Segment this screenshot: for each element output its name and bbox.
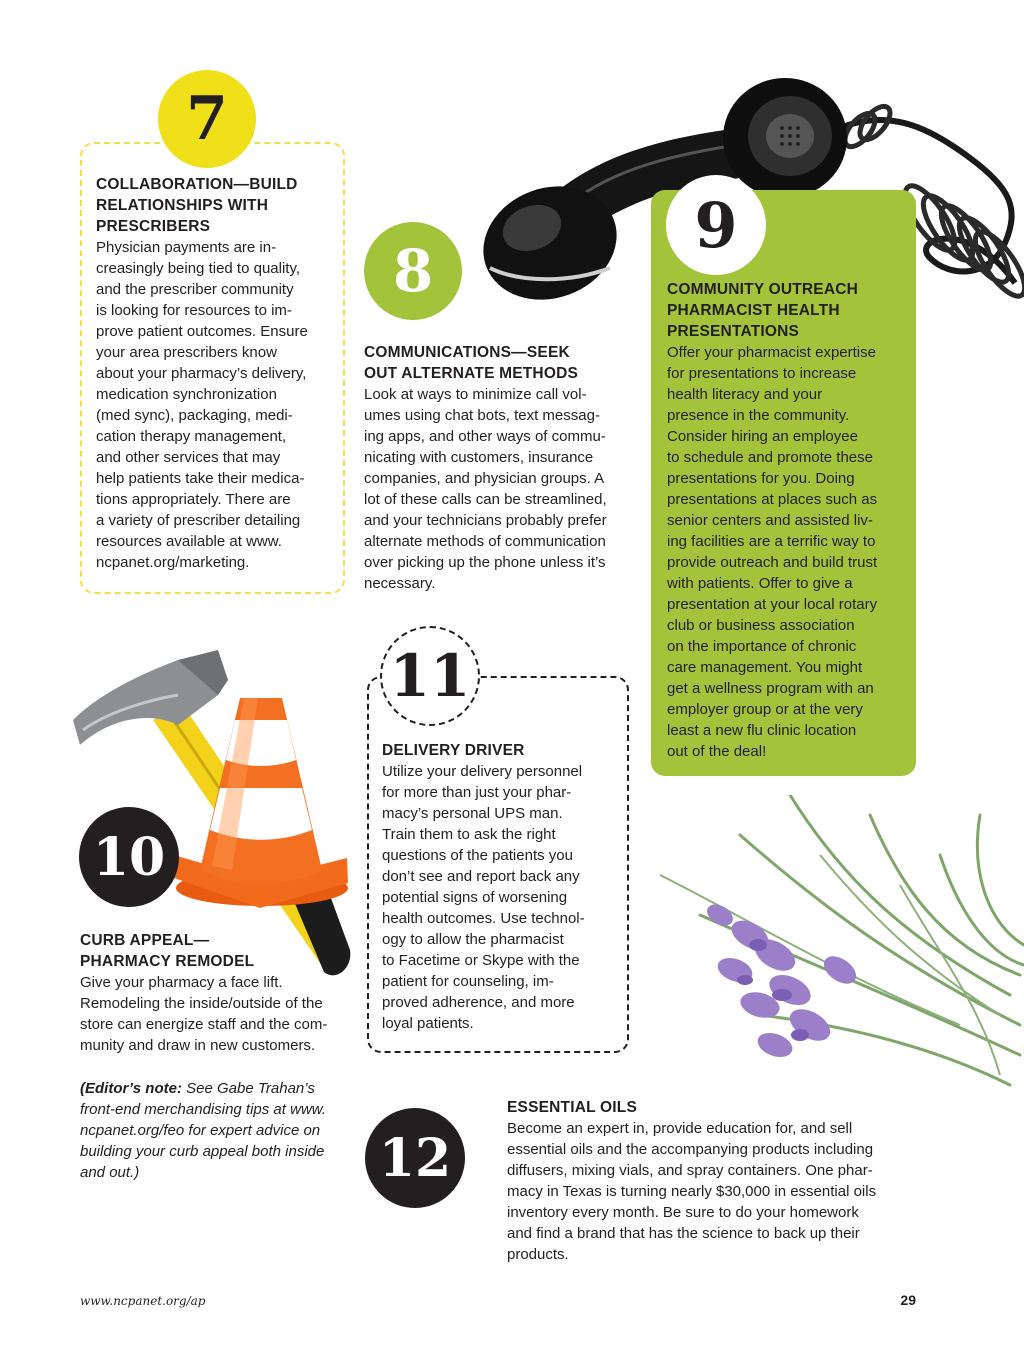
number-11-badge	[380, 626, 480, 726]
section-9-heading: COMMUNITY OUTREACH PHARMACIST HEALTH PRESENTATIONS	[667, 281, 859, 340]
section-12-body: Become an expert in, provide education for, and sell essential oils and the accompanying products including diffusers, mixing vials, and spray containers. One phar- macy in Texas is turning nearly $30,000 in essential oils inventory every month. Be sure to do your homework and find a brand that has the science to back up their products.	[507, 1120, 877, 1263]
section-9	[667, 279, 912, 762]
section-8	[364, 342, 636, 594]
section-11-heading: DELIVERY DRIVER	[382, 742, 525, 759]
section-11	[382, 740, 624, 1034]
traffic-cone-icon	[172, 698, 348, 910]
number-8: 8	[392, 237, 434, 305]
section-10-body: Give your pharmacy a face lift. Remodeling the inside/outside of the store can energize staff and the com- munity and draw in new customers.	[80, 974, 328, 1054]
editor-note-text: See Gabe Trahan’s front-end merchandising tips at www. ncpanet.org/feo for expert advice on building your curb appeal both inside and out.)	[80, 1080, 326, 1181]
section-9-body: Offer your pharmacist expertise for presentations to increase health literacy and your presence in the community. Consider hiring an employee to schedule and promote these presentations for you. Doing presentations at places such as senior centers and assisted liv- ing facilities are a terrific way to provide outreach and build trust with patients. Offer to give a presentation at your local rotary club or business association on the importance of chronic care management. You might get a wellness program with an employer group or at the very least a new flu clinic location out of the deal!	[667, 344, 878, 760]
section-7	[96, 174, 341, 573]
section-10	[80, 930, 352, 1183]
number-8-badge	[364, 222, 462, 320]
number-7-badge	[158, 70, 256, 168]
number-7: 7	[186, 84, 228, 154]
section-12-heading: ESSENTIAL OILS	[507, 1099, 637, 1116]
lavender-icon	[640, 795, 1024, 1095]
number-10: 10	[92, 826, 166, 888]
number-12-badge	[365, 1108, 465, 1208]
section-11-body: Utilize your delivery personnel for more than just your phar- macy’s personal UPS man. Train them to ask the right questions of the patients you don’t see and report back any potential signs of worsening health outcomes. Use technol- ogy to allow the pharmacist to Facetime or Skype with the patient for counseling, im- proved adherence, and more loyal patients.	[382, 763, 585, 1032]
page-number: 29	[900, 1292, 916, 1308]
section-7-body: Physician payments are in- creasingly being tied to quality, and the prescriber community is looking for resources to im- prove patient outcomes. Ensure your area prescribers know about your pharmacy’s delivery, medication synchronization (med sync), packaging, medi- cation therapy management, and other services that may help patients take their medica- tions appropriately. There are a variety of prescriber detailing resources available at www. ncpanet.org/marketing.	[96, 239, 308, 571]
footer-url: www.ncpanet.org/ap	[80, 1294, 206, 1308]
section-8-heading: COMMUNICATIONS—SEEK OUT ALTERNATE METHODS	[364, 344, 579, 382]
section-7-heading: COLLABORATION—BUILD RELATIONSHIPS WITH PRESCRIBERS	[96, 176, 298, 235]
section-12	[507, 1097, 917, 1265]
number-9: 9	[694, 188, 738, 262]
number-11: 11	[389, 642, 471, 710]
editor-note	[80, 1078, 352, 1183]
section-10-heading: CURB APPEAL— PHARMACY REMODEL	[80, 932, 255, 970]
number-12: 12	[378, 1127, 452, 1189]
number-9-badge	[666, 175, 766, 275]
editor-note-label: (Editor’s note:	[80, 1080, 182, 1097]
number-10-badge	[79, 807, 179, 907]
section-8-body: Look at ways to minimize call vol- umes using chat bots, text messag- ing apps, and other ways of commu- nicating with customers, insurance companies, and physician groups. A lot of these calls can be streamlined, and your technicians probably prefer alternate methods of communication over picking up the phone unless it’s necessary.	[364, 386, 607, 592]
